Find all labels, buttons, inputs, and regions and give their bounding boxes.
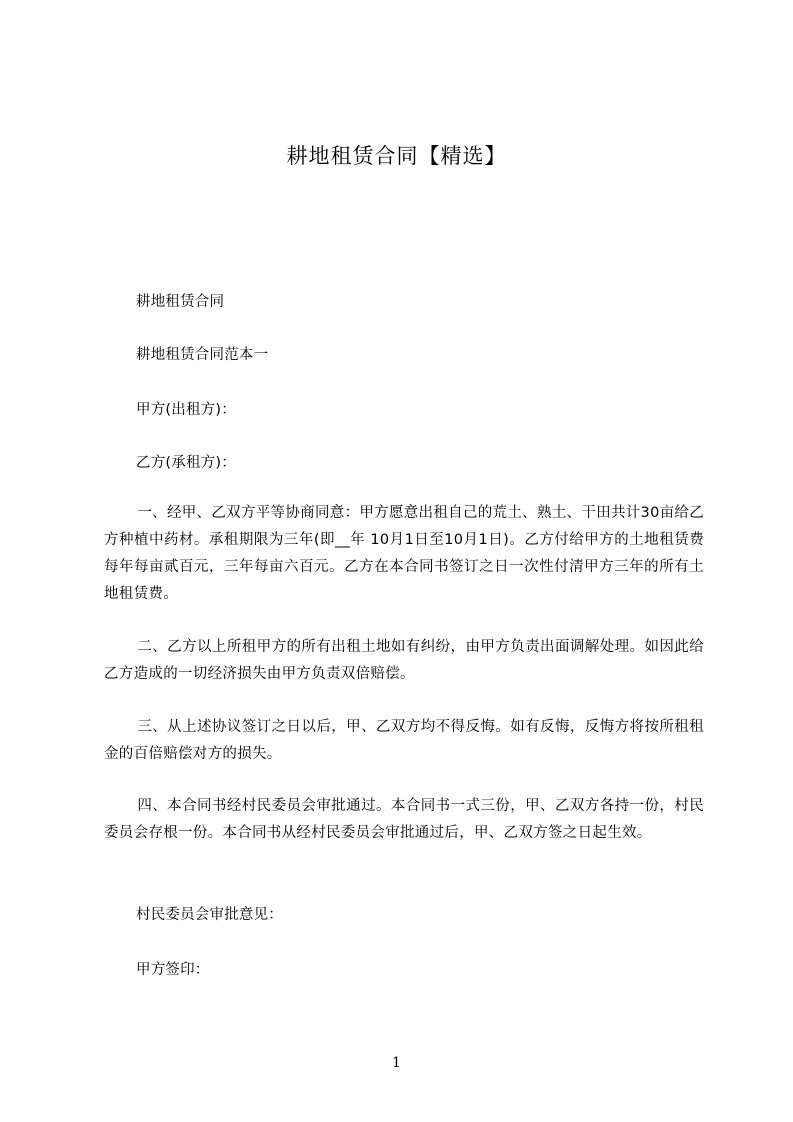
document-title: 耕地租赁合同【精选】 [286, 144, 507, 168]
village-opinion-label: 村民委员会审批意见： [136, 907, 283, 923]
clause-4: 四、本合同书经村民委员会审批通过。本合同书一式三份，甲、乙双方各持一份，村民委员会存根一份。本合同书从经村民委员会审批通过后，甲、乙双方签之日起生效。 [104, 798, 704, 841]
party-a-label: 甲方(出租方)： [136, 402, 236, 418]
clause-1: 一、经甲、乙双方平等协商同意：甲方愿意出租自己的荒土、熟土、干田共计30亩给乙方种植中药材。承租期限为三年(即__年 10月1日至10月1日)。乙方付给甲方的土地租赁费每年每亩贰百元，三年每亩六百元。乙方在本合同书签订之日一次性付清甲方三年的所有土地租赁费。 [104, 505, 704, 602]
clause-2: 二、乙方以上所租甲方的所有出租土地如有纠纷，由甲方负责出面调解处理。如因此给乙方造成的一切经济损失由甲方负责双倍赔偿。 [104, 639, 704, 682]
party-b-label: 乙方(承租方)： [136, 455, 236, 471]
contract-heading: 耕地租赁合同 [136, 294, 225, 310]
party-a-seal-label: 甲方签印： [136, 962, 210, 978]
clause-3: 三、从上述协议签订之日以后，甲、乙双方均不得反悔。如有反悔，反悔方将按所租租金的百倍赔偿对方的损失。 [104, 719, 704, 762]
page-number: 1 [392, 1055, 401, 1071]
contract-template-heading: 耕地租赁合同范本一 [136, 347, 269, 363]
